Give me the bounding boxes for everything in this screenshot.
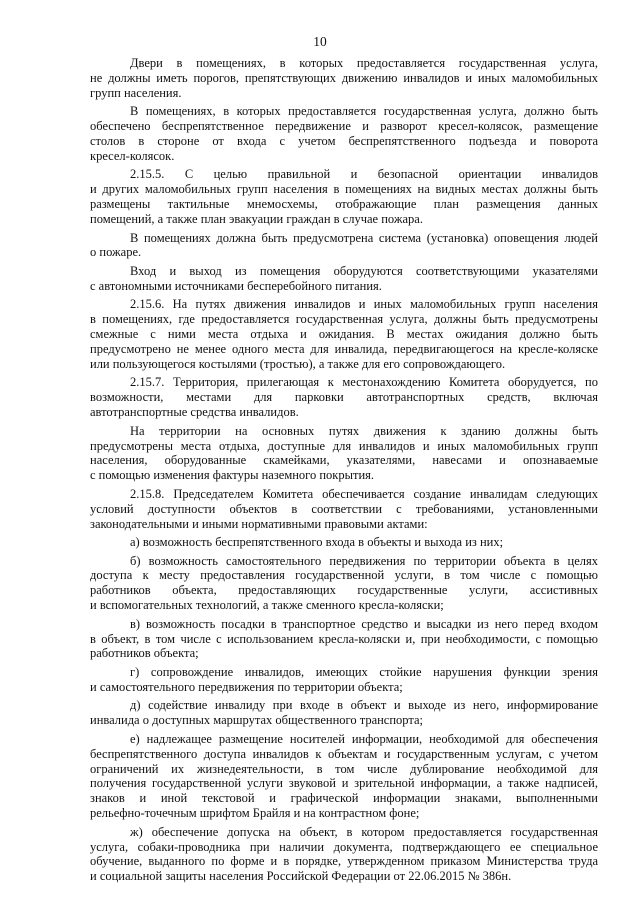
text-line: д) содействие инвалиду при входе в объект и выходе из него, информирование: [130, 698, 598, 713]
paragraph: [90, 264, 598, 294]
text-line: Двери в помещениях, в которых предоставляется государственная услуга,: [130, 56, 598, 70]
document-body: [90, 56, 598, 888]
paragraph: [90, 231, 598, 261]
paragraph: [90, 104, 598, 164]
text-line: законодательными и иными нормативными правовыми актами:: [90, 516, 428, 531]
text-line: рельефно-точечным шрифтом Брайля и на контрастном фоне;: [90, 806, 420, 821]
paragraph: [90, 617, 598, 662]
text-line: В помещениях, в которых предоставляется государственная услуга, должно быть: [130, 104, 598, 119]
text-line: 2.15.6. На путях движения инвалидов и иных маломобильных групп населения: [130, 297, 598, 312]
text-line: не должны иметь порогов, препятствующих движению инвалидов и иных маломобильных: [90, 70, 598, 85]
paragraph: [90, 665, 598, 695]
text-line: и социальной защиты населения Российской Федерации от 22.06.2015 № 386н.: [90, 869, 512, 884]
text-line: предусмотрены места отдыха, доступные для инвалидов и иных маломобильных групп: [90, 438, 598, 453]
paragraph: [90, 56, 598, 101]
text-line: столов в стороне от входа с учетом беспрепятственного подъезда и поворота: [90, 134, 598, 149]
text-line: с помощью изменения фактуры наземного покрытия.: [90, 468, 375, 483]
text-line: работников объекта;: [90, 646, 199, 661]
text-line: предусмотрено не менее одного места для инвалида, передвигающегося на кресле-коляске: [90, 342, 598, 356]
text-line: в объект, в том числе с использованием кресла-коляски и, при необходимости, с помощью: [90, 631, 598, 646]
paragraph: [90, 424, 598, 484]
paragraph: [90, 732, 598, 821]
text-line: населения, оборудованные скамейками, указателями, навесами и опознаваемые: [90, 453, 598, 468]
text-line: в) возможность посадки в транспортное средство и высадки из него перед входом: [130, 616, 598, 631]
text-line: получения государственной услуги звуковой и зрительной информации, а также надписей,: [90, 776, 598, 791]
text-line: в помещениях, где предоставляется государственная услуга, должны быть предусмотрены: [90, 312, 598, 327]
text-line: обучение, выданного по форме и в порядке, утвержденном приказом Министерства труда: [90, 854, 598, 869]
text-line: групп населения.: [90, 85, 182, 100]
text-line: смежные с ними места отдыха и ожидания. В местах ожидания должно быть: [90, 327, 598, 342]
paragraph: [90, 535, 598, 550]
text-line: а) возможность беспрепятственного входа в объекты и выхода из них;: [130, 535, 504, 550]
paragraph: [90, 375, 598, 420]
text-line: и вспомогательных технологий, а также сменного кресла-коляски;: [90, 598, 444, 613]
text-line: о пожаре.: [90, 245, 142, 260]
text-line: инвалида о доступных маршрутах общественного транспорта;: [90, 713, 424, 728]
paragraph: [90, 554, 598, 614]
paragraph: [90, 825, 598, 885]
text-line: автотранспортные средства инвалидов.: [90, 405, 299, 420]
text-line: ограничений их жизнедеятельности, в том числе дублирование необходимой для: [90, 761, 598, 776]
text-line: б) возможность самостоятельного передвижения по территории объекта в целях: [130, 553, 598, 568]
text-line: услуга, собаки-проводника при наличии документа, подтверждающего ее специальное: [90, 839, 598, 854]
paragraph: [90, 167, 598, 227]
text-line: или пользующегося костылями (тростью), а также для его сопровождающего.: [90, 356, 506, 371]
text-line: е) надлежащее размещение носителей информации, необходимой для обеспечения: [130, 731, 598, 746]
paragraph: [90, 487, 598, 532]
text-line: с автономными источниками бесперебойного питания.: [90, 278, 382, 293]
text-line: и самостоятельного передвижения по территории объекта;: [90, 679, 403, 694]
paragraph: [90, 698, 598, 728]
page-number: 10: [313, 34, 327, 49]
text-line: 2.15.7. Территория, прилегающая к местонахождению Комитета оборудуется, по: [130, 375, 598, 390]
text-line: возможности, местами для парковки автотранспортных средств, включая: [90, 390, 598, 405]
text-line: В помещениях должна быть предусмотрена система (установка) оповещения людей: [130, 230, 598, 245]
text-line: 2.15.8. Председателем Комитета обеспечивается создание инвалидам следующих: [130, 486, 598, 501]
text-line: г) сопровождение инвалидов, имеющих стойкие нарушения функции зрения: [130, 664, 598, 679]
text-line: помещений, а также план эвакуации граждан в случае пожара.: [90, 212, 423, 227]
text-line: обеспечено беспрепятственное передвижение и разворот кресел-колясок, размещение: [90, 119, 598, 134]
text-line: знаков и иной текстовой и графической информации знаками, выполненными: [90, 791, 598, 806]
text-line: кресел-колясок.: [90, 148, 175, 163]
paragraph: [90, 297, 598, 371]
text-line: работников объекта, предоставляющих государственные услуги, ассистивных: [90, 583, 598, 598]
text-line: и других маломобильных групп населения в помещениях на видных местах должны быть: [90, 182, 598, 197]
text-line: ж) обеспечение допуска на объект, в котором предоставляется государственная: [130, 824, 598, 839]
text-line: На территории на основных путях движения к зданию должны быть: [130, 423, 598, 438]
text-line: доступа к месту предоставления государственной услуги, в том числе с помощью: [90, 568, 598, 583]
text-line: беспрепятственного доступа инвалидов к объектам и государственным услугам, с учетом: [90, 746, 598, 761]
text-line: условий доступности объектов в соответствии с требованиями, установленными: [90, 501, 598, 516]
text-line: 2.15.5. С целью правильной и безопасной ориентации инвалидов: [130, 167, 598, 182]
text-line: размещены тактильные мнемосхемы, отображающие план размещения данных: [90, 197, 598, 212]
text-line: Вход и выход из помещения оборудуются соответствующими указателями: [130, 263, 598, 278]
